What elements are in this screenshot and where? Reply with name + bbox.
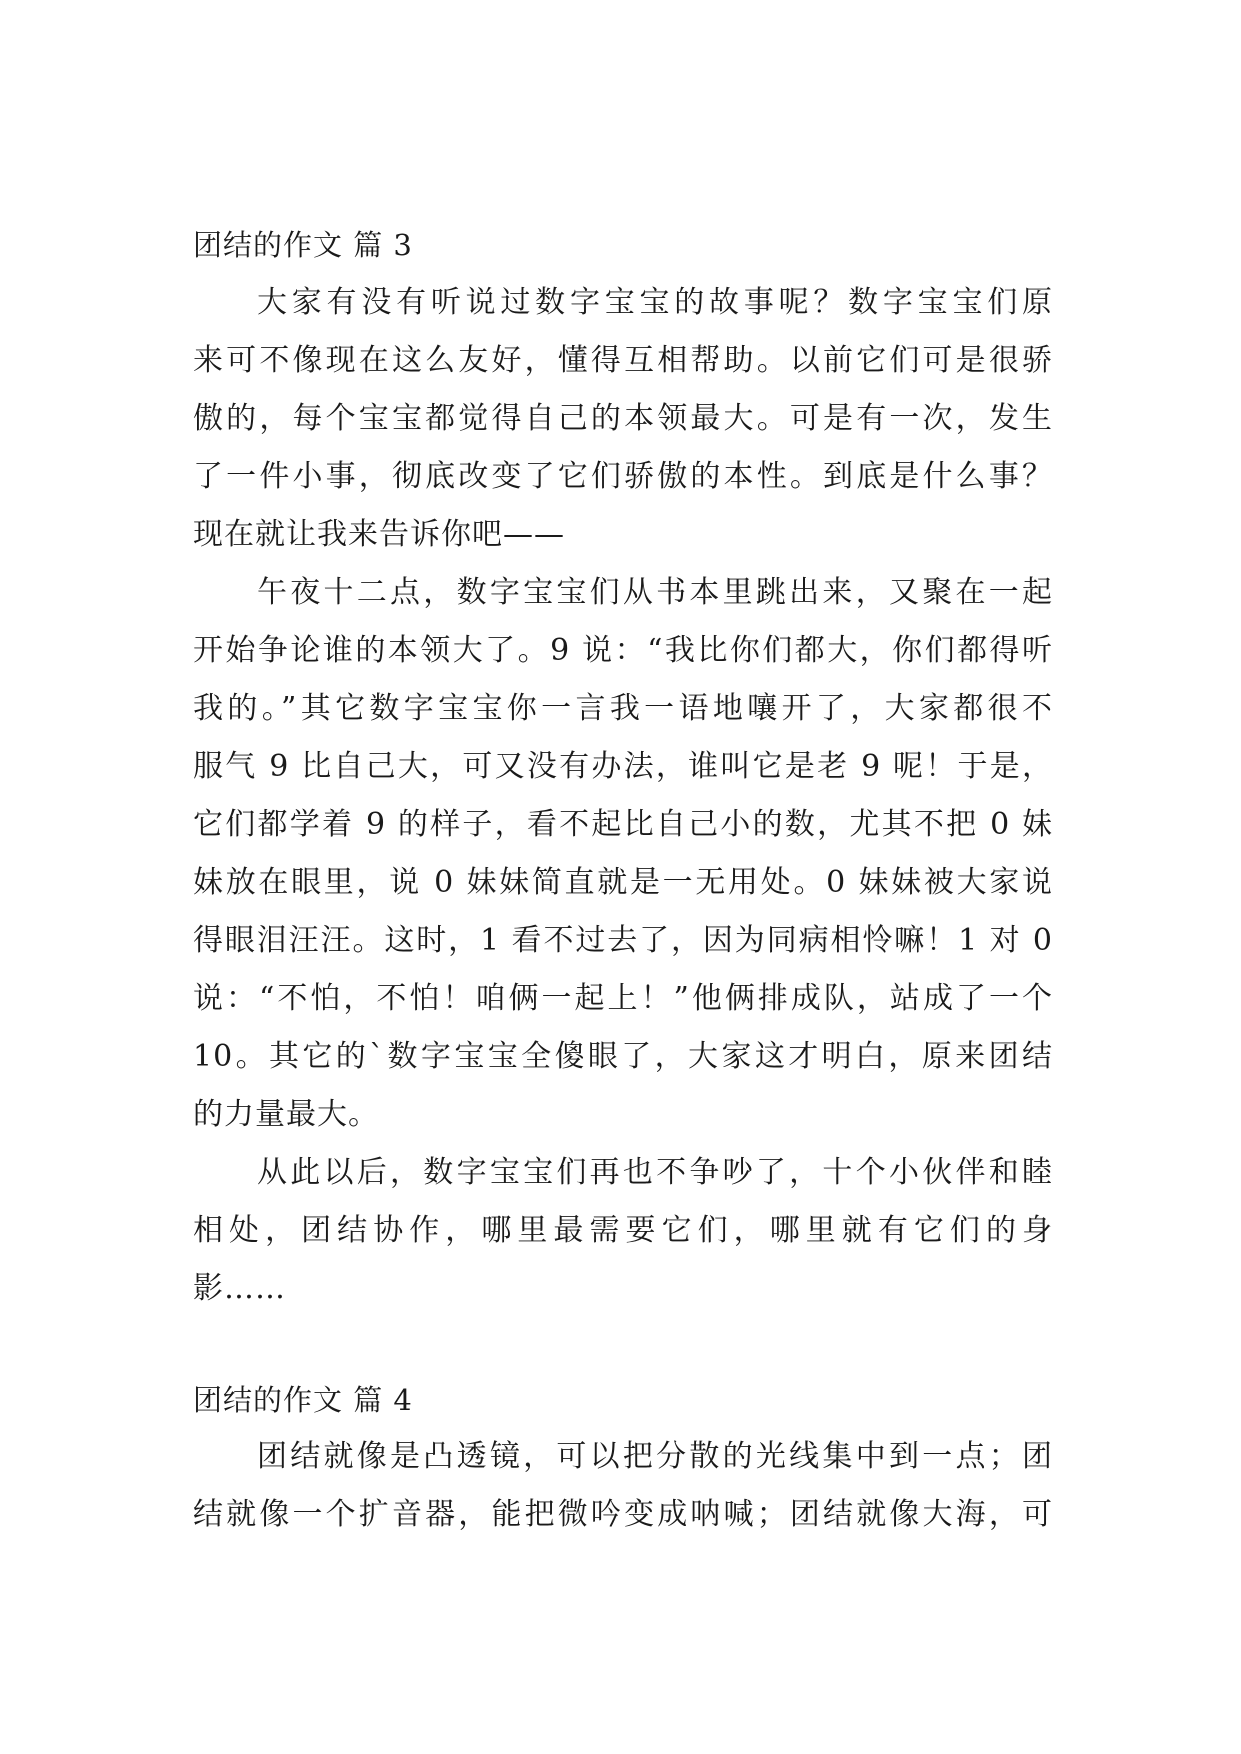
text-line: 现在就让我来告诉你吧—— xyxy=(193,517,565,552)
text-line: 说：“不怕，不怕！咱俩一起上！”他俩排成队，站成了一个 xyxy=(193,981,1053,1016)
text-line: 从此以后，数字宝宝们再也不争吵了，十个小伙伴和睦 xyxy=(257,1155,1053,1190)
section-heading: 团结的作文 篇 3 xyxy=(193,228,413,262)
text-line: 午夜十二点，数字宝宝们从书本里跳出来，又聚在一起 xyxy=(257,575,1053,610)
text-line: 团结就像是凸透镜，可以把分散的光线集中到一点；团 xyxy=(257,1439,1053,1474)
text-line: 开始争论谁的本领大了。9 说：“我比你们都大，你们都得听 xyxy=(193,633,1053,668)
text-line: 10。其它的`数字宝宝全傻眼了，大家这才明白，原来团结 xyxy=(193,1039,1053,1074)
text-line: 我的。”其它数字宝宝你一言我一语地嚷开了，大家都很不 xyxy=(193,691,1053,726)
text-line: 来可不像现在这么友好，懂得互相帮助。以前它们可是很骄 xyxy=(193,343,1053,378)
text-line: 的力量最大。 xyxy=(193,1097,379,1132)
text-line: 结就像一个扩音器，能把微吟变成呐喊；团结就像大海，可 xyxy=(193,1497,1053,1532)
text-line: 相处，团结协作，哪里最需要它们，哪里就有它们的身 xyxy=(193,1213,1053,1248)
text-line: 妹放在眼里，说 0 妹妹简直就是一无用处。0 妹妹被大家说 xyxy=(193,865,1053,900)
text-line: 了一件小事，彻底改变了它们骄傲的本性。到底是什么事？ xyxy=(193,459,1053,494)
text-line: 得眼泪汪汪。这时，1 看不过去了，因为同病相怜嘛！1 对 0 xyxy=(193,923,1053,958)
text-line: 傲的，每个宝宝都觉得自己的本领最大。可是有一次，发生 xyxy=(193,401,1053,436)
text-line: 服气 9 比自己大，可又没有办法，谁叫它是老 9 呢！于是， xyxy=(193,749,1053,784)
text-line: 它们都学着 9 的样子，看不起比自己小的数，尤其不把 0 妹 xyxy=(193,807,1053,842)
section-heading: 团结的作文 篇 4 xyxy=(193,1383,413,1417)
text-line: 影…… xyxy=(193,1271,286,1306)
text-line: 大家有没有听说过数字宝宝的故事呢？数字宝宝们原 xyxy=(257,285,1053,320)
